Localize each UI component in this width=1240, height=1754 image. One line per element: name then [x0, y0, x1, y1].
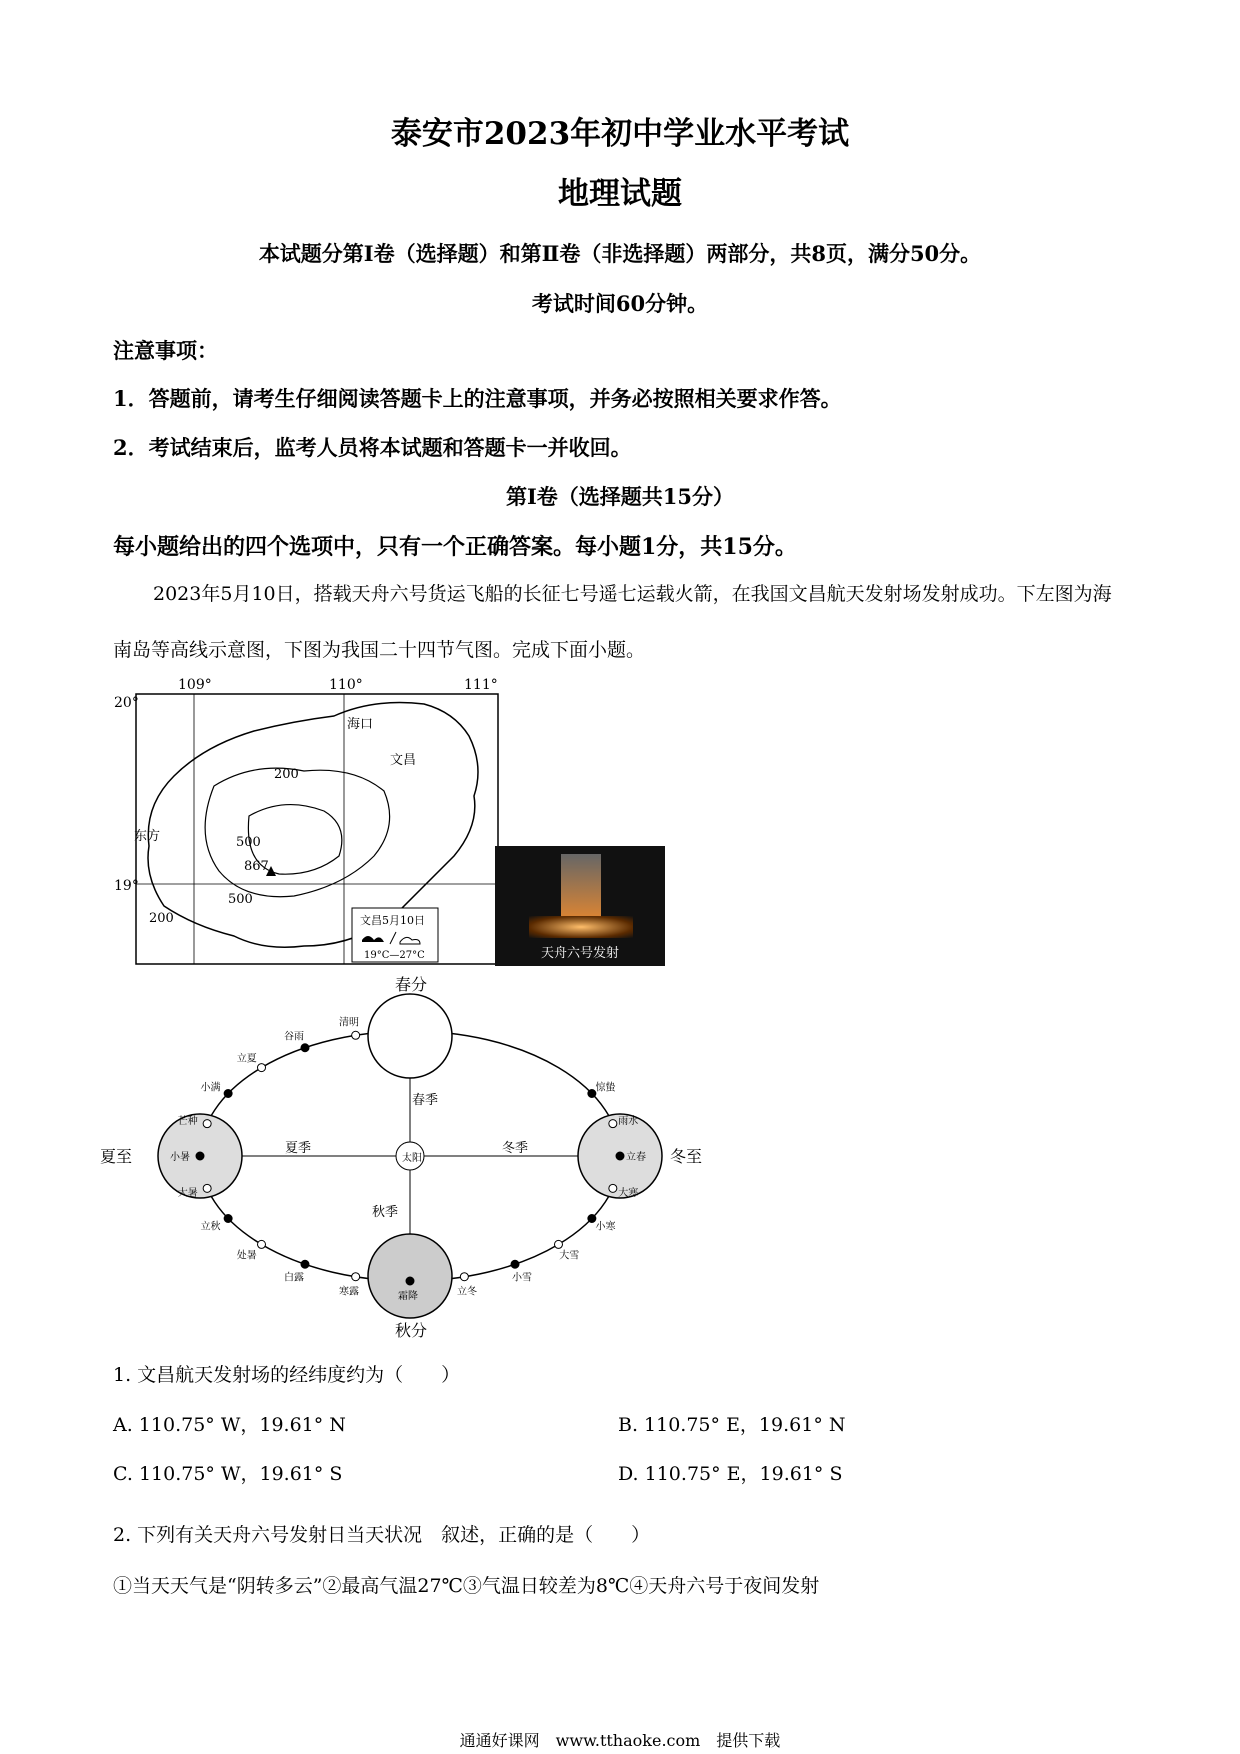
solar-term-label: 大雪	[559, 1250, 580, 1262]
solar-term-label: 寒露	[338, 1286, 359, 1298]
place-label: 海口	[347, 717, 374, 732]
solar-term-dot	[406, 1277, 414, 1285]
solar-term-dot	[609, 1184, 617, 1192]
season-winter-solstice: 冬至	[670, 1147, 703, 1166]
solar-term-dot	[460, 1273, 468, 1281]
contour-label: 200	[149, 911, 174, 926]
lon-label: 110°	[329, 677, 363, 693]
place-label: 东方	[134, 829, 161, 844]
solar-term-label: 立秋	[200, 1221, 221, 1233]
exam-info-line2: 考试时间60分钟。	[531, 291, 709, 316]
contour-label: 500	[236, 835, 261, 850]
footer: 通通好课网 www.tthaoke.com 提供下载	[459, 1731, 781, 1750]
lon-label: 111°	[464, 677, 498, 693]
solar-term-label: 白露	[284, 1272, 304, 1284]
launch-photo	[495, 846, 665, 966]
solar-term-dot	[352, 1273, 360, 1281]
solar-term-dot	[224, 1090, 232, 1098]
solar-term-label: 小寒	[595, 1221, 616, 1233]
solar-term-dot	[511, 1260, 519, 1268]
intro-paragraph: 2023年5月10日，搭载天舟六号货运飞船的长征七号遥七运载火箭，在我国文昌航天发射场发射成功。下左图为海南岛等高线示意图，下图为我国二十四节气图。完成下面小题。	[113, 583, 1112, 661]
lon-label: 109°	[178, 677, 212, 693]
lat-label: 19°	[114, 878, 139, 894]
answer-option[interactable]: B. 110.75° E，19.61° N	[618, 1414, 846, 1436]
place-label: 文昌	[390, 753, 417, 768]
map-frame	[136, 694, 498, 964]
solar-term-dot	[352, 1031, 360, 1039]
solar-term-dot	[609, 1120, 617, 1128]
answer-option[interactable]: D. 110.75° E，19.61° S	[618, 1463, 843, 1485]
sun-label: 太阳	[402, 1153, 422, 1164]
solar-term-dot	[258, 1240, 266, 1248]
solar-term-label: 大暑	[177, 1187, 198, 1199]
solar-term-label: 雨水	[618, 1116, 639, 1128]
section-title: 第Ⅰ卷（选择题共15分）	[505, 484, 735, 509]
exam-title: 泰安市2023年初中学业水平考试	[390, 116, 850, 152]
solar-terms-diagram	[100, 975, 710, 1340]
solar-term-label: 芒种	[177, 1116, 198, 1128]
solar-term-dot	[196, 1152, 204, 1160]
notice-item: 2．考试结束后，监考人员将本试题和答题卡一并收回。	[113, 435, 632, 460]
solar-term-dot	[203, 1184, 211, 1192]
solar-term-dot	[258, 1064, 266, 1072]
solar-term-label: 惊蛰	[595, 1082, 616, 1094]
season-summer-solstice: 夏至	[100, 1147, 133, 1166]
season-label: 夏季	[285, 1141, 312, 1156]
section-instruction: 每小题给出的四个选项中，只有一个正确答案。每小题1分，共15分。	[113, 534, 797, 560]
solar-term-label: 立冬	[457, 1286, 478, 1298]
question-stem: 2. 下列有关天舟六号发射日当天状况 叙述，正确的是（ ）	[113, 1524, 651, 1546]
season-autumn-equinox: 秋分	[395, 1321, 428, 1340]
solar-term-label: 小暑	[170, 1152, 190, 1163]
solar-term-label: 大寒	[618, 1187, 639, 1199]
launch-flame	[529, 916, 633, 938]
earth-spring	[368, 994, 452, 1078]
solar-term-label: 立春	[626, 1152, 646, 1163]
solar-term-dot	[301, 1044, 309, 1052]
answer-option[interactable]: A. 110.75° W，19.61° N	[113, 1414, 346, 1436]
solar-term-dot	[554, 1240, 562, 1248]
earth-autumn	[368, 1234, 452, 1318]
photo-caption: 天舟六号发射	[540, 946, 619, 961]
contour-label: 200	[274, 767, 299, 782]
solar-term-dot	[301, 1260, 309, 1268]
season-spring-equinox: 春分	[395, 975, 428, 994]
contour-label: 500	[228, 892, 253, 907]
season-label: 冬季	[502, 1141, 529, 1156]
hainan-contour-map	[114, 676, 524, 976]
solar-term-label: 清明	[338, 1017, 359, 1029]
question-stem: 1. 文昌航天发射场的经纬度约为（ ）	[113, 1364, 461, 1386]
season-label: 秋季	[372, 1205, 399, 1220]
solar-term-dot	[616, 1152, 624, 1160]
solar-term-dot	[224, 1215, 232, 1223]
notice-heading: 注意事项：	[113, 338, 218, 363]
exam-info-line1: 本试题分第Ⅰ卷（选择题）和第Ⅱ卷（非选择题）两部分，共8页，满分50分。	[258, 241, 982, 266]
solar-term-label: 立夏	[236, 1053, 257, 1065]
contour-label: 867	[244, 859, 269, 874]
weather-box-title: 文昌5月10日	[360, 914, 425, 927]
notice-item: 1．答题前，请考生仔细阅读答题卡上的注意事项，并务必按照相关要求作答。	[113, 386, 842, 411]
exam-subject: 地理试题	[558, 176, 682, 212]
solar-term-label: 处暑	[236, 1250, 257, 1262]
lat-label: 20°	[114, 695, 139, 711]
solar-term-label: 小满	[200, 1082, 221, 1094]
solar-term-dot	[203, 1120, 211, 1128]
solar-term-label: 霜降	[398, 1291, 418, 1302]
season-label: 春季	[412, 1093, 439, 1108]
solar-term-label: 谷雨	[284, 1031, 304, 1043]
answer-option[interactable]: C. 110.75° W，19.61° S	[113, 1463, 343, 1485]
question-statements: ①当天天气是“阴转多云”②最高气温27℃③气温日较差为8℃④天舟六号于夜间发射	[113, 1575, 820, 1597]
solar-term-label: 小雪	[512, 1272, 532, 1284]
weather-box-temp: 19°C—27°C	[364, 950, 425, 961]
